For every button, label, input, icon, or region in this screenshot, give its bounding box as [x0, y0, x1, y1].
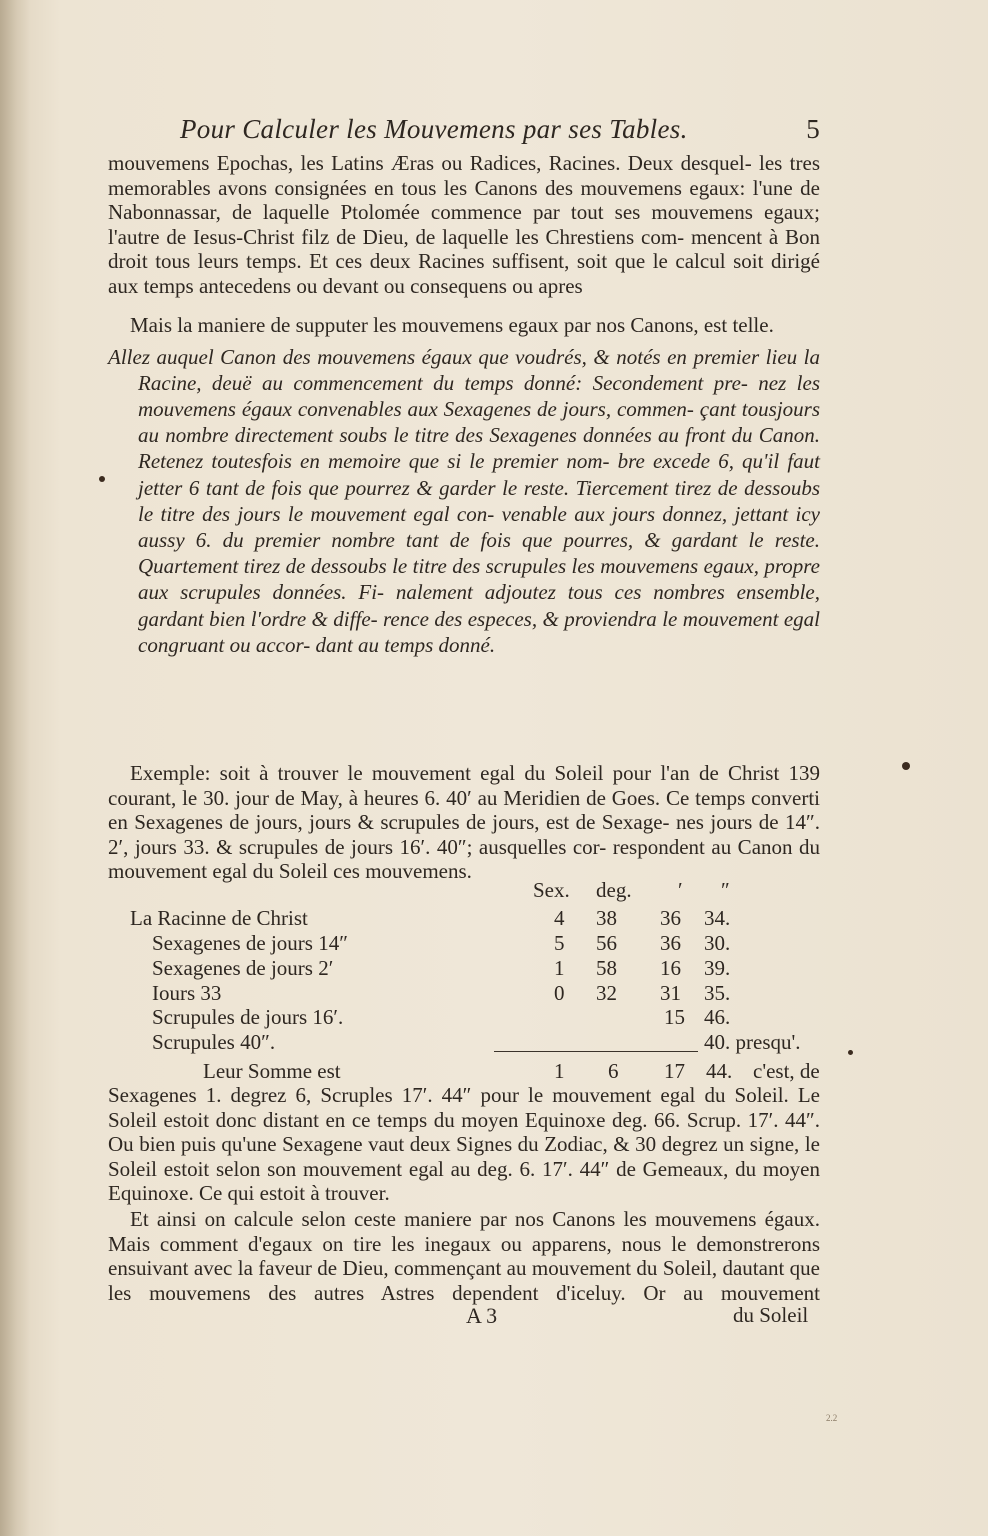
cell-min: 15 — [664, 1005, 685, 1029]
ink-spot — [902, 762, 910, 770]
table-row — [108, 1030, 820, 1054]
signature-mark: A 3 — [466, 1303, 498, 1328]
cell-sec: 40. presqu'. — [704, 1030, 801, 1054]
row-label: Iours 33 — [152, 981, 222, 1005]
paragraph-method — [108, 313, 820, 658]
paragraph-intro — [108, 151, 820, 298]
paragraph-1: mouvemens Epochas, les Latins Æras ou Radices, Racines. Deux desquel- les tres memorables avons consignées en tous les Canons des mouvemens egaux: l'une de Nabonnassar, de laquelle Ptolomée commence par tout ses mouvemens egaux; l'autre de Iesus-Christ filz de Dieu, de laquelle les Chrestiens com- mencent à Bon droit tous leurs temps. Et ces deux Racines suffisent, soit que le calcul soit dirigé aux temps antecedens ou devant ou consequens ou apres — [108, 151, 820, 298]
cell-sec: 34. — [704, 906, 731, 930]
sum-sec: 44. — [706, 1059, 733, 1083]
cell-sex: 4 — [554, 906, 565, 930]
paragraph-3: Exemple: soit à trouver le mouvement egal du Soleil pour l'an de Christ 139 courant, le 30. jour de May, à heures 6. 40′ au Meridien de Goes. Ce temps converti en Sexagenes de jours, jours & scrupules de jours, est de Sexage- nes jours de 14″. 2′, jours 33. & scrupules de jours 16′. 40″; ausquelles cor- respondent au Canon du mouvement egal du Soleil ces mouvemens. — [108, 761, 820, 883]
cell-sex: 5 — [554, 931, 565, 955]
catchword: du Soleil — [733, 1303, 809, 1327]
paragraph-result — [108, 1083, 820, 1206]
cell-min: 16 — [660, 956, 681, 980]
table-sum-row — [108, 1059, 820, 1083]
col-header-sex: Sex. — [533, 878, 570, 902]
header-title: Pour Calculer les Mouvemens par ses Tables. — [180, 114, 688, 144]
col-header-sec: ″ — [721, 878, 730, 902]
table-row — [108, 956, 820, 980]
cell-deg: 56 — [596, 931, 617, 955]
computation-table — [108, 878, 820, 1068]
paragraph-2-intro: Mais la maniere de supputer les mouvemens egaux par nos Canons, est telle. — [130, 313, 774, 337]
table-header-row — [108, 878, 820, 902]
sum-sex: 1 — [554, 1059, 565, 1083]
cell-min: 31 — [660, 981, 681, 1005]
cell-min: 36 — [660, 931, 681, 955]
cell-deg: 58 — [596, 956, 617, 980]
paragraph-2-rule: Allez auquel Canon des mouvemens égaux que voudrés, & notés en premier lieu la Racine, deuë au commencement du temps donné: Secondement pre- nez les mouvemens égaux convenables aux Sexagenes de jours, commen- çant tousjours au nombre directement soubs le titre des Sexagenes données au front du Canon. Retenez toutesfois en memoire que si le premier nom- bre excede 6, qu'il faut jetter 6 tant de fois que pourrez & garder le reste. Tiercement tirez de dessoubs le titre des jours le mouvement egal con- venable aux jours donnez, jettant icy aussy 6. du premier nombre tant de fois que pourres, & gardant le reste. Quartement tirez de dessoubs le titre des scrupules les mouvemens egaux, propre aux scrupules données. Fi- nalement adjoutez tous ces nombres ensemble, gardant bien l'ordre & diffe- rence des especes, & proviendra le mouvement egal congruant ou accor- dant au temps donné. — [108, 344, 820, 657]
running-header — [180, 114, 820, 145]
table-row — [108, 906, 820, 930]
paragraph-5: Et ainsi on calcule selon ceste maniere par nos Canons les mouvemens égaux. Mais comment d'egaux on tire les inegaux ou apparens, nous le demonstrerons ensuivant avec la faveur de Dieu, commençant au mouvement du Soleil, dautant que les mouvemens des autres Astres dependent d'iceluy. Or au mouvement — [108, 1207, 820, 1305]
paragraph-4: Sexagenes 1. degrez 6, Scruples 17′. 44″ pour le mouvement egal du Soleil. Le Soleil estoit donc distant en ce temps du moyen Equinoxe deg. 66. Scrup. 17′. 44″. Ou bien puis qu'une Sexagene vaut deux Signes du Zodiac, & 30 degrez un signe, le Soleil estoit selon son mouvement egal au deg. 6. 17′. 44″ de Gemeaux, du moyen Equinoxe. Ce qui estoit à trouver. — [108, 1083, 820, 1205]
cell-min: 36 — [660, 906, 681, 930]
row-label: La Racinne de Christ — [130, 906, 308, 930]
ink-spot — [99, 476, 105, 482]
col-header-deg: deg. — [596, 878, 632, 902]
sum-rule — [494, 1051, 698, 1052]
cell-sec: 30. — [704, 931, 731, 955]
sum-tail: c'est, de — [753, 1059, 820, 1083]
cell-sec: 39. — [704, 956, 731, 980]
page-number: 5 — [806, 114, 820, 144]
archive-stamp: 2.2 — [826, 1413, 838, 1423]
cell-deg: 32 — [596, 981, 617, 1005]
ink-spot — [848, 1050, 853, 1055]
sum-min: 17 — [664, 1059, 685, 1083]
row-label: Sexagenes de jours 14″ — [152, 931, 348, 955]
col-header-min: ′ — [678, 878, 683, 902]
table-row — [108, 931, 820, 955]
paragraph-closing — [108, 1207, 820, 1305]
row-label: Scrupules 40″. — [152, 1030, 276, 1054]
cell-sex: 1 — [554, 956, 565, 980]
sum-deg: 6 — [608, 1059, 619, 1083]
row-label: Scrupules de jours 16′. — [152, 1005, 344, 1029]
table-row — [108, 981, 820, 1005]
table-row — [108, 1005, 820, 1029]
page-gutter — [0, 0, 30, 1536]
cell-sec: 35. — [704, 981, 731, 1005]
cell-deg: 38 — [596, 906, 617, 930]
cell-sec: 46. — [704, 1005, 731, 1029]
sum-row — [108, 1059, 820, 1083]
cell-sex: 0 — [554, 981, 565, 1005]
paragraph-example — [108, 761, 820, 884]
sum-label: Leur Somme est — [203, 1059, 341, 1083]
row-label: Sexagenes de jours 2′ — [152, 956, 334, 980]
